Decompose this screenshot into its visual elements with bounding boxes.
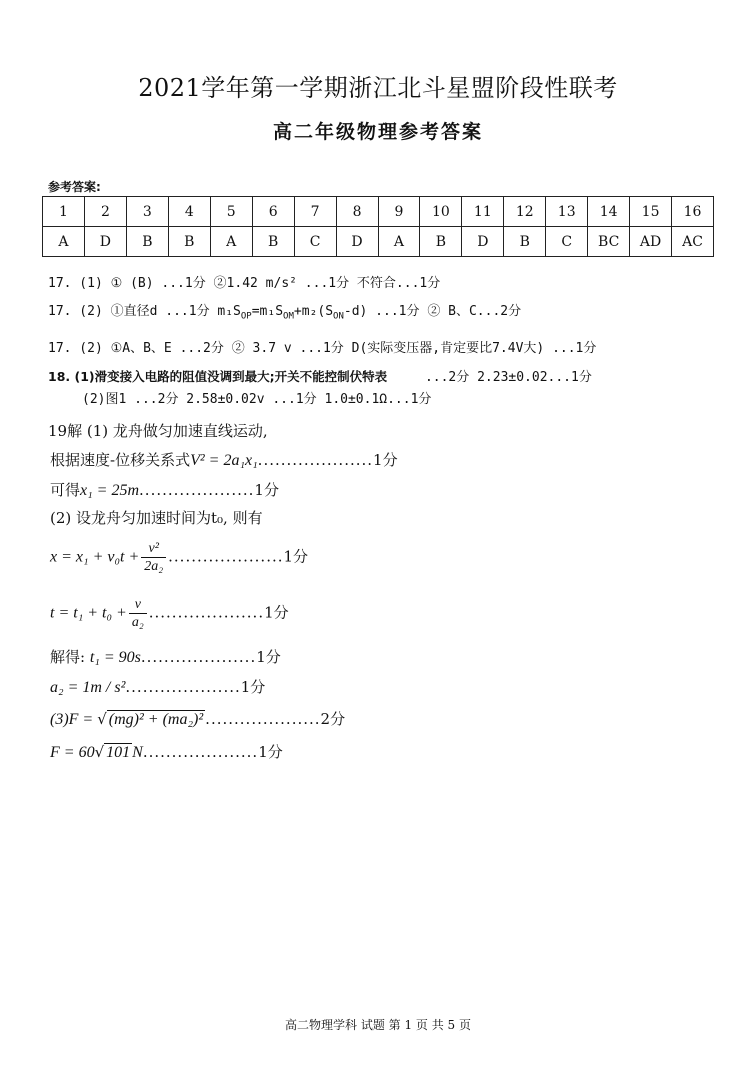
solution-formula: t₁ = 90s <box>89 649 141 666</box>
answer-line-17-3: 17. (2) ①A、B、E ...2分 ② 3.7 v ...1分 D(实际变压器,肯定要比7.4V大) ...1分 <box>48 341 597 356</box>
sqrt-symbol: √ <box>94 743 105 761</box>
solution-text: 可得 <box>50 481 81 499</box>
solution-part-2-intro: (2) 设龙舟匀加速时间为t₀, 则有 <box>50 509 263 527</box>
dot-leader: .................... <box>257 451 374 469</box>
solution-unit: N <box>132 744 143 761</box>
answer-cell: C <box>546 227 588 257</box>
answer-line-18-1-score: ...2分 2.23±0.02...1分 <box>424 370 592 385</box>
answer-line-18-2: (2)图1 ...2分 2.58±0.02v ...1分 1.0±0.1Ω...1分 <box>82 392 432 407</box>
answer-line-17-2-part: 17. (2) ①直径d ...1分 m₁S <box>48 304 241 319</box>
fraction <box>141 540 166 575</box>
question-number: 15 <box>630 197 672 227</box>
answer-cell: C <box>294 227 336 257</box>
solution-step-1 <box>50 449 398 470</box>
fraction-denominator: a₂ <box>131 615 144 630</box>
fraction-numerator: v <box>129 596 147 614</box>
solution-step-2 <box>50 479 279 500</box>
fraction <box>129 596 147 631</box>
dot-leader: .................... <box>125 678 241 696</box>
score: 1分 <box>240 678 266 696</box>
answer-cell: D <box>336 227 378 257</box>
answer-line-17-2-part: +m₂(S <box>293 304 334 319</box>
sqrt-radicand: (mg)² + (ma₂)² <box>108 711 204 728</box>
answer-line-17-2 <box>48 300 521 322</box>
question-number: 3 <box>126 197 168 227</box>
question-number: 8 <box>336 197 378 227</box>
answer-line-17-2-part: =m₁S <box>251 304 284 319</box>
answer-cell: A <box>378 227 420 257</box>
solution-step-4 <box>50 596 289 631</box>
dot-leader: .................... <box>142 743 259 761</box>
question-number: 2 <box>84 197 126 227</box>
answer-cell: D <box>84 227 126 257</box>
answer-label: 参考答案: <box>48 180 101 194</box>
answer-cell: B <box>168 227 210 257</box>
question-number: 4 <box>168 197 210 227</box>
sqrt-symbol: √ <box>97 710 107 728</box>
answer-cell: B <box>504 227 546 257</box>
solution-step-3 <box>50 540 308 575</box>
answer-cell: B <box>420 227 462 257</box>
score: 1分 <box>256 648 281 666</box>
dot-leader: .................... <box>140 648 257 666</box>
solution-step-6 <box>50 676 265 697</box>
solution-text: 解得: <box>50 648 90 666</box>
solution-step-5 <box>50 646 281 667</box>
solution-formula: a₂ = 1m / s² <box>50 679 126 696</box>
solution-formula: x₁ = 25m <box>80 482 140 499</box>
dot-leader: .................... <box>139 481 255 499</box>
question-number: 13 <box>546 197 588 227</box>
score: 1分 <box>283 547 309 566</box>
solution-step-7 <box>50 708 345 729</box>
answer-cell: A <box>210 227 252 257</box>
question-number: 9 <box>378 197 420 227</box>
answer-line-18-1 <box>48 366 592 385</box>
answer-line-17-1: 17. (1) ① (B) ...1分 ②1.42 m/s² ...1分 不符合...1分 <box>48 276 441 291</box>
subscript-on: ON <box>333 311 344 322</box>
fraction-denominator: 2a₂ <box>144 559 164 574</box>
question-number: 10 <box>420 197 462 227</box>
answer-letter-row <box>43 227 714 257</box>
answer-cell: AD <box>630 227 672 257</box>
question-number: 11 <box>462 197 504 227</box>
score: 1分 <box>264 603 289 622</box>
sqrt-radicand: 101 <box>106 744 131 761</box>
score: 1分 <box>258 743 283 761</box>
answer-cell: BC <box>588 227 630 257</box>
solution-formula: F = 60 <box>50 744 95 761</box>
answer-number-row <box>43 197 714 227</box>
score: 2分 <box>320 710 346 728</box>
solution-formula: V² = 2a₁x₁ <box>190 452 258 469</box>
solution-formula: t = t₁ + t₀ + <box>50 604 127 622</box>
question-number: 12 <box>504 197 546 227</box>
solution-formula: x = x₁ + v₀t + <box>50 548 140 566</box>
answer-cell: B <box>126 227 168 257</box>
answer-line-17-2-part: -d) ...1分 ② B、C...2分 <box>343 304 522 319</box>
subscript-om: OM <box>283 311 294 322</box>
solution-step-8 <box>50 741 283 762</box>
fraction-numerator: v² <box>141 540 166 558</box>
answer-line-18-1-text: 18. (1)滑变接入电路的阻值没调到最大;开关不能控制伏特表 <box>48 369 388 384</box>
score: 1分 <box>254 481 279 499</box>
solution-intro: 19解 (1) 龙舟做匀加速直线运动, <box>48 422 268 440</box>
question-number: 14 <box>588 197 630 227</box>
solution-formula: (3)F = <box>50 711 98 728</box>
page-footer: 高二物理学科 试题 第 1 页 共 5 页 <box>285 1018 471 1032</box>
question-number: 1 <box>43 197 85 227</box>
question-number: 16 <box>672 197 714 227</box>
score: 1分 <box>373 451 398 469</box>
question-number: 6 <box>252 197 294 227</box>
dot-leader: .................... <box>205 710 321 728</box>
answer-cell: B <box>252 227 294 257</box>
dot-leader: .................... <box>168 547 284 566</box>
page-title: 2021学年第一学期浙江北斗星盟阶段性联考 <box>138 74 618 102</box>
answer-cell: AC <box>672 227 714 257</box>
question-number: 7 <box>294 197 336 227</box>
answer-cell: A <box>43 227 85 257</box>
dot-leader: .................... <box>148 603 265 622</box>
page-subtitle: 高二年级物理参考答案 <box>272 121 483 143</box>
question-number: 5 <box>210 197 252 227</box>
subscript-op: OP <box>240 311 252 322</box>
answer-table <box>42 196 714 257</box>
answer-cell: D <box>462 227 504 257</box>
solution-text: 根据速度-位移关系式 <box>50 451 191 469</box>
